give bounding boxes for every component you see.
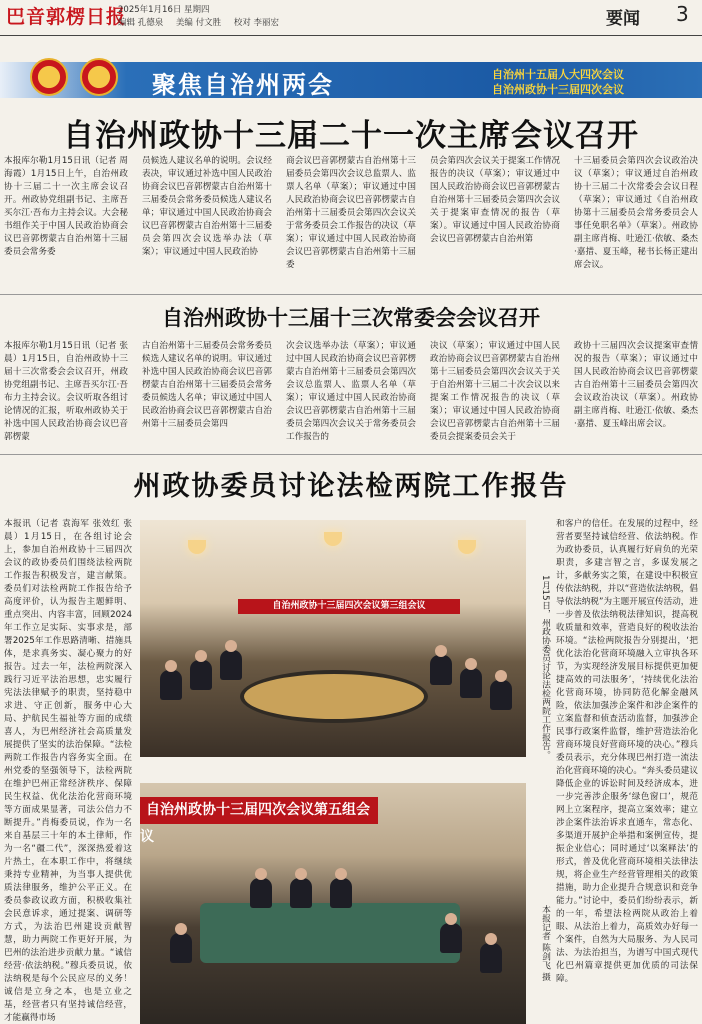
article2-headline: 自治州政协十三届十三次常委会会议召开: [162, 306, 540, 330]
attendee-figure: [190, 660, 212, 690]
article2-column-3: 次会议选举办法（草案）；审议通过中国人民政治协商会议巴音郭楞蒙古自治州第十三届委员会第四次会议总监票人、监票人名单（草案）；审议通过中国人民政治协商会议巴音郭楞蒙古自治州第十三届委员会第四次会议关于常务委员会工作报告的: [286, 341, 416, 442]
chandelier-icon: [458, 540, 476, 554]
section-name: 要闻: [606, 9, 640, 29]
meeting-table: [200, 903, 460, 963]
meeting-banner-group-3: 自治州政协十三届四次会议第三组会议: [238, 599, 460, 614]
article2-column-2: 古自治州第十三届委员会常务委员候选人建议名单的说明。审议通过补选中国人民政治协商会议巴音郭楞蒙古自治州第十三届委员会常务委员候选人名单；审议通过中国人民政治协商会议巴音郭楞蒙古自治州第十三届委员会第四: [142, 341, 272, 429]
article1-column-4: 员会第四次会议关于提案工作情况报告的决议（草案）；审议通过中国人民政治协商会议巴音郭楞蒙古自治州第十三届委员会第四次会议关于提案审查情况的报告（草案）。审议通过中国人民政治协商会议巴音郭楞蒙古自治州第: [430, 156, 560, 244]
article-divider: [0, 294, 702, 295]
article1-column-2: 员候选人建议名单的说明。会议经表决，审议通过补选中国人民政治协商会议巴音郭楞蒙古自治州第十三届委员会常务委员候选人建议名单；审议通过中国人民政治协商会议巴音郭楞蒙古自治州第十三届委员会第四次会议选举办法（草案）；审议通过中国人民政治协: [142, 156, 272, 257]
masthead: [0, 0, 702, 36]
meeting-photo-group-5: [140, 783, 526, 1024]
article1-column-5: 十三届委员会第四次会议政治决议（草案）；审议通过自治州政协十三届二十次常委会会议日程（草案）；审议通过《自治州政协第十三届委员会常务委员会人事任免职名单》（草案）。州政协副主席肖梅、吐逊江·依敏、桑杰·嘉措、夏玉峰，秘书长杨正建出席会议。: [574, 156, 698, 270]
photo-caption: 1月15日，州政协委员讨论法检两院工作报告。: [540, 575, 550, 759]
attendee-figure: [160, 670, 182, 700]
attendee-figure: [170, 933, 192, 963]
photo-credit: 本报记者 陈剑飞 摄: [540, 905, 550, 981]
article1-column-1: 本报库尔勒1月15日讯（记者 周海霞）1月15日上午，自治州政协十三届二十一次主席会议召开。州政协党组副书记、主席吾买尔江·吾布力主持会议。大会秘书组作关于中国人民政治协商会议巴音郭楞蒙古自治州第十三届委员会常务委: [4, 156, 128, 257]
article1-column-3: 商会议巴音郭楞蒙古自治州第十三届委员会第四次会议总监票人、监票人名单（草案）；审议通过中国人民政治协商会议巴音郭楞蒙古自治州第十三届委员会第四次会议关于常务委员会工作报告的决议（草案）；审议通过中国人民政治协商会议巴音郭楞蒙古自治州第十三届委: [286, 156, 416, 270]
topic-banner: [0, 62, 702, 98]
staff-line: [118, 16, 289, 28]
designer-credit: 美编 付文胜: [175, 18, 222, 28]
article3-headline: 州政协委员讨论法检两院工作报告: [133, 471, 569, 502]
article1-headline: 自治州政协十三届二十一次主席会议召开: [63, 118, 639, 154]
masthead-divider: [0, 35, 702, 36]
meeting-table: [240, 670, 428, 723]
attendee-figure: [460, 668, 482, 698]
chandelier-icon: [188, 540, 206, 554]
attendee-figure: [440, 923, 462, 953]
attendee-figure: [480, 943, 502, 973]
national-emblem-icon: [30, 58, 68, 96]
page-number: 3: [676, 2, 689, 26]
attendee-figure: [250, 878, 272, 908]
proof-credit: 校对 李丽宏: [233, 18, 280, 28]
banner-subtitle-congress: 自治州十五届人大四次会议: [492, 68, 624, 81]
attendee-figure: [490, 680, 512, 710]
meeting-photo-group-3: [140, 520, 526, 757]
newspaper-logo: 巴音郭楞日报: [6, 6, 127, 28]
attendee-figure: [290, 878, 312, 908]
cppcc-emblem-icon: [80, 58, 118, 96]
article2-column-4: 决议（草案）；审议通过中国人民政治协商会议巴音郭楞蒙古自治州第十三届委员会第四次会议关于关于自治州第十三届二十次会议以来提案工作情况报告的决议（草案）；审议通过中国人民政治协商会议巴音郭楞蒙古自治州第十三届委员会提案委员会关于: [430, 341, 560, 442]
banner-subtitle-cppcc: 自治州政协十三届四次会议: [492, 83, 624, 96]
meeting-banner-group-5: 自治州政协十三届四次会议第五组会议: [140, 797, 378, 824]
article3-column-right: 和客户的信任。在发展的过程中，经营者要坚持诚信经营、依法纳税。作为政协委员，认真履行好肩负的光荣职责，多建言智之言，多谋发展之计，多献务实之策，在建设中积极宣传依法纳税，并以“营造依法纳税，倡导依法纳税”为主题开展宣传活动，进一步普及依法纳税法律知识，提高税收质量和效率，营造良好的税收法治环境。“法检两院报告分别提出，‘把优化法治化营商环境融入立审执各环节，为实现经济发展目标提供更加便捷高效的司法服务’，‘持续优化法治化营商环境，协同防范化解金融风险，依法加强涉企案件和涉企案件的立案监督和侦查活动监督，加强涉企民事行政案件监督，维护营造法治化营商环境良好营商环境的决心。”穆兵委员表示，充分体现巴州打造一流法治化营商环境的决心。“奔头委员建议降低企业的诉讼时间及经济成本，进一步完善涉企服务‘绿色窗口’，规范网上立案程序，提高立案效率；建立涉企案件法治诉求直通车，常态化、多渠道开展护企举措和案例宣传，提振企业信心；同时通过‘以案释法’的形式，普及优化营商环境相关法律法规，将企业生产经营管理相关的政策措施，助力企业提升合规意识和竞争能力。”讨论中，委员们纷纷表示，新的一年，希望法检两院从政治上着眼、从法治上着力，高质效办好每一个案件，自然为大局服务、为人民司法、为法治担当，为谱写中国式现代化巴州篇章提供更加优质的司法保障。: [556, 519, 698, 984]
article2-column-1: 本报库尔勒1月15日讯（记者 张晨）1月15日，自治州政协十三届十三次常委会会议召开，州政协党组副书记、主席吾买尔江·吾布力主持会议。会议听取各组讨论情况的汇报，听取州政协关于补选中国人民政治协商会议巴音郭楞蒙: [4, 341, 128, 442]
article-divider: [0, 454, 702, 455]
attendee-figure: [220, 650, 242, 680]
article2-column-5: 政协十三届四次会议提案审查情况的报告（草案）；审议通过中国人民政治协商会议巴音郭楞蒙古自治州第十三届委员会第四次会议政治决议（草案）。州政协副主席肖梅、吐逊江·依敏、桑杰·嘉措、夏玉峰出席会议。: [574, 341, 698, 429]
issue-date: 2025年1月16日 星期四: [118, 5, 210, 15]
chandelier-icon: [324, 532, 342, 546]
article3-column-left: 本报讯（记者 袁海军 张效红 张晨）1月15日，在各组讨论会上，参加自治州政协十三届四次会议的政协委员们围绕法检两院工作报告积极发言，建言献策。委员们对法检两院工作报告给予高度评价，认为报告主题鲜明、重点突出、内容丰富，回顾2024年工作立足实际、实事求是，部署2025年工作思路清晰、措施具体，是求真务实、凝心聚力的好报告。过去一年，法检两院深入践行习近平法治思想，忠实履行宪法法律赋予的职责，坚持稳中求进、守正创新，服务中心大局、护航民生福祉等方面的成绩喜人，为巴州经济社会高质量发展提供了坚实的法治保障。“法检两院工作报告内容务实全面。在州党委的坚强领导下，法检两院在维护巴州正常经济秩序、保障民生权益、优化法治化营商环境等方面成果显著，司法公信力不断提升。”肖梅委员说，作为一名来自基层三十年的本土律师，作为一名“疆二代”，深深热爱着这片热土，在本职工作中，将继续秉持专业精神，为当事人提供优质法律服务，维护公平正义。在委员参政议政方面，积极收集社会民意诉求，通过提案、调研等方式，为法治巴州建设贡献智慧，助力两院工作更好开展，为巴州的法治进步贡献力量。“诚信经营·依法纳税。”穆兵委员说，依法纳税是每个公民应尽的义务！诚信是立身之本，也是立业之基，经营者只有坚持诚信经营，才能赢得市场: [4, 519, 132, 1023]
attendee-figure: [330, 878, 352, 908]
editor-credit: 编辑 孔德泉: [118, 18, 164, 28]
banner-title: 聚焦自治州两会: [152, 71, 334, 99]
attendee-figure: [430, 655, 452, 685]
